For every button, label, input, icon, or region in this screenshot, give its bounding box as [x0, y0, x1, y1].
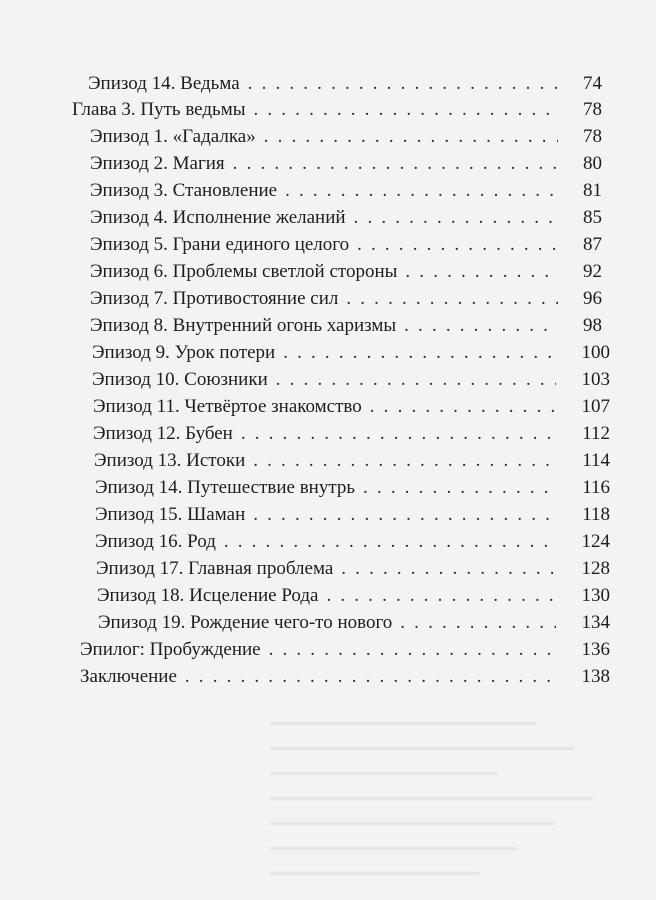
toc-entry-page: 112: [582, 423, 610, 444]
toc-entry-page: 81: [583, 180, 602, 201]
leader-dots: [253, 98, 558, 122]
toc-entry: [90, 206, 564, 230]
leader-dots: [264, 125, 558, 149]
leader-dots: [224, 530, 556, 554]
leader-dots: [354, 206, 558, 230]
toc-entry-page: 118: [582, 504, 610, 525]
toc-entry-page: 98: [583, 315, 602, 336]
leader-dots: [405, 260, 558, 284]
toc-entry: [90, 152, 564, 176]
toc-entry: [90, 179, 564, 203]
toc-entry-page: 78: [583, 126, 602, 147]
toc-entry-title: Эпизод 4. Исполнение желаний: [90, 207, 346, 228]
toc-entry-title: Эпизод 3. Становление: [90, 180, 278, 201]
toc-entry-title: Эпизод 5. Грани единого целого: [90, 234, 350, 255]
toc-entry: [80, 638, 564, 662]
toc-entry-page: 134: [581, 612, 610, 633]
leader-dots: [269, 638, 558, 662]
toc-entry-page: 74: [583, 73, 602, 94]
toc-entry: [72, 98, 564, 122]
leader-dots: [400, 611, 556, 635]
leader-dots: [341, 557, 556, 581]
toc-entry: [95, 476, 562, 500]
toc-entry-page: 103: [581, 369, 610, 390]
toc-entry-page: 100: [581, 342, 610, 363]
toc-entry-title: Эпизод 15. Шаман: [95, 504, 246, 525]
leader-dots: [357, 233, 558, 257]
toc-entry: [97, 584, 562, 608]
toc-entry-title: Эпизод 11. Четвёртое знакомство: [93, 396, 362, 417]
toc-entry-page: 87: [583, 234, 602, 255]
toc-entry-title: Эпизод 8. Внутренний огонь харизмы: [90, 315, 397, 336]
leader-dots: [363, 476, 556, 500]
toc-entry: [93, 395, 562, 419]
leader-dots: [253, 503, 556, 527]
toc-entry-title: Эпизод 12. Бубен: [93, 423, 233, 444]
toc-entry-page: 124: [581, 531, 610, 552]
toc-entry-title: Эпизод 19. Рождение чего-то нового: [98, 612, 393, 633]
toc-entry-title: Эпизод 17. Главная проблема: [96, 558, 334, 579]
toc-entry: [90, 260, 564, 284]
toc-entry: [98, 611, 562, 635]
toc-entry-title: Эпизод 18. Исцеление Рода: [97, 585, 319, 606]
toc-entry-title: Эпилог: Пробуждение: [80, 639, 261, 660]
leader-dots: [248, 72, 558, 96]
leader-dots: [233, 152, 558, 176]
toc-entry: [88, 72, 564, 96]
toc-entry: [92, 341, 562, 365]
leader-dots: [253, 449, 556, 473]
toc-entry-page: 80: [583, 153, 602, 174]
toc-entry: [80, 665, 564, 689]
toc-entry-title: Эпизод 7. Противостояние сил: [90, 288, 339, 309]
toc-entry-title: Заключение: [80, 666, 177, 687]
toc-entry: [90, 233, 564, 257]
bleed-through-text: [270, 700, 650, 900]
toc-entry-title: Эпизод 14. Ведьма: [88, 73, 240, 94]
toc-entry-page: 107: [581, 396, 610, 417]
toc-entry-page: 85: [583, 207, 602, 228]
toc-entry: [90, 314, 564, 338]
toc-entry-page: 78: [583, 99, 602, 120]
toc-entry-title: Эпизод 16. Род: [95, 531, 216, 552]
leader-dots: [326, 584, 556, 608]
toc-entry: [94, 449, 562, 473]
toc-entry-page: 96: [583, 288, 602, 309]
leader-dots: [283, 341, 556, 365]
toc-entry-title: Эпизод 9. Урок потери: [92, 342, 276, 363]
toc-entry-title: Эпизод 2. Магия: [90, 153, 225, 174]
toc-entry: [92, 368, 562, 392]
toc-entry-title: Эпизод 1. «Гадалка»: [90, 126, 256, 147]
leader-dots: [370, 395, 556, 419]
toc-entry: [95, 503, 562, 527]
toc-entry-page: 128: [581, 558, 610, 579]
toc-entry-title: Эпизод 6. Проблемы светлой стороны: [90, 261, 398, 282]
toc-entry: [90, 125, 564, 149]
toc-entry-page: 116: [582, 477, 610, 498]
toc-entry-title: Эпизод 14. Путешествие внутрь: [95, 477, 356, 498]
toc-entry-page: 130: [581, 585, 610, 606]
leader-dots: [185, 665, 558, 689]
toc-entry-page: 92: [583, 261, 602, 282]
toc-entry-title: Глава 3. Путь ведьмы: [72, 99, 246, 120]
toc-entry: [95, 530, 562, 554]
leader-dots: [404, 314, 558, 338]
toc-entry: [90, 287, 564, 311]
toc-entry-page: 138: [581, 666, 610, 687]
leader-dots: [276, 368, 556, 392]
toc-entry: [93, 422, 562, 446]
toc-entry-page: 114: [582, 450, 610, 471]
toc-entry: [96, 557, 562, 581]
toc-entry-page: 136: [581, 639, 610, 660]
leader-dots: [285, 179, 558, 203]
toc-entry-title: Эпизод 13. Истоки: [94, 450, 246, 471]
leader-dots: [346, 287, 558, 311]
leader-dots: [241, 422, 556, 446]
toc-entry-title: Эпизод 10. Союзники: [92, 369, 268, 390]
